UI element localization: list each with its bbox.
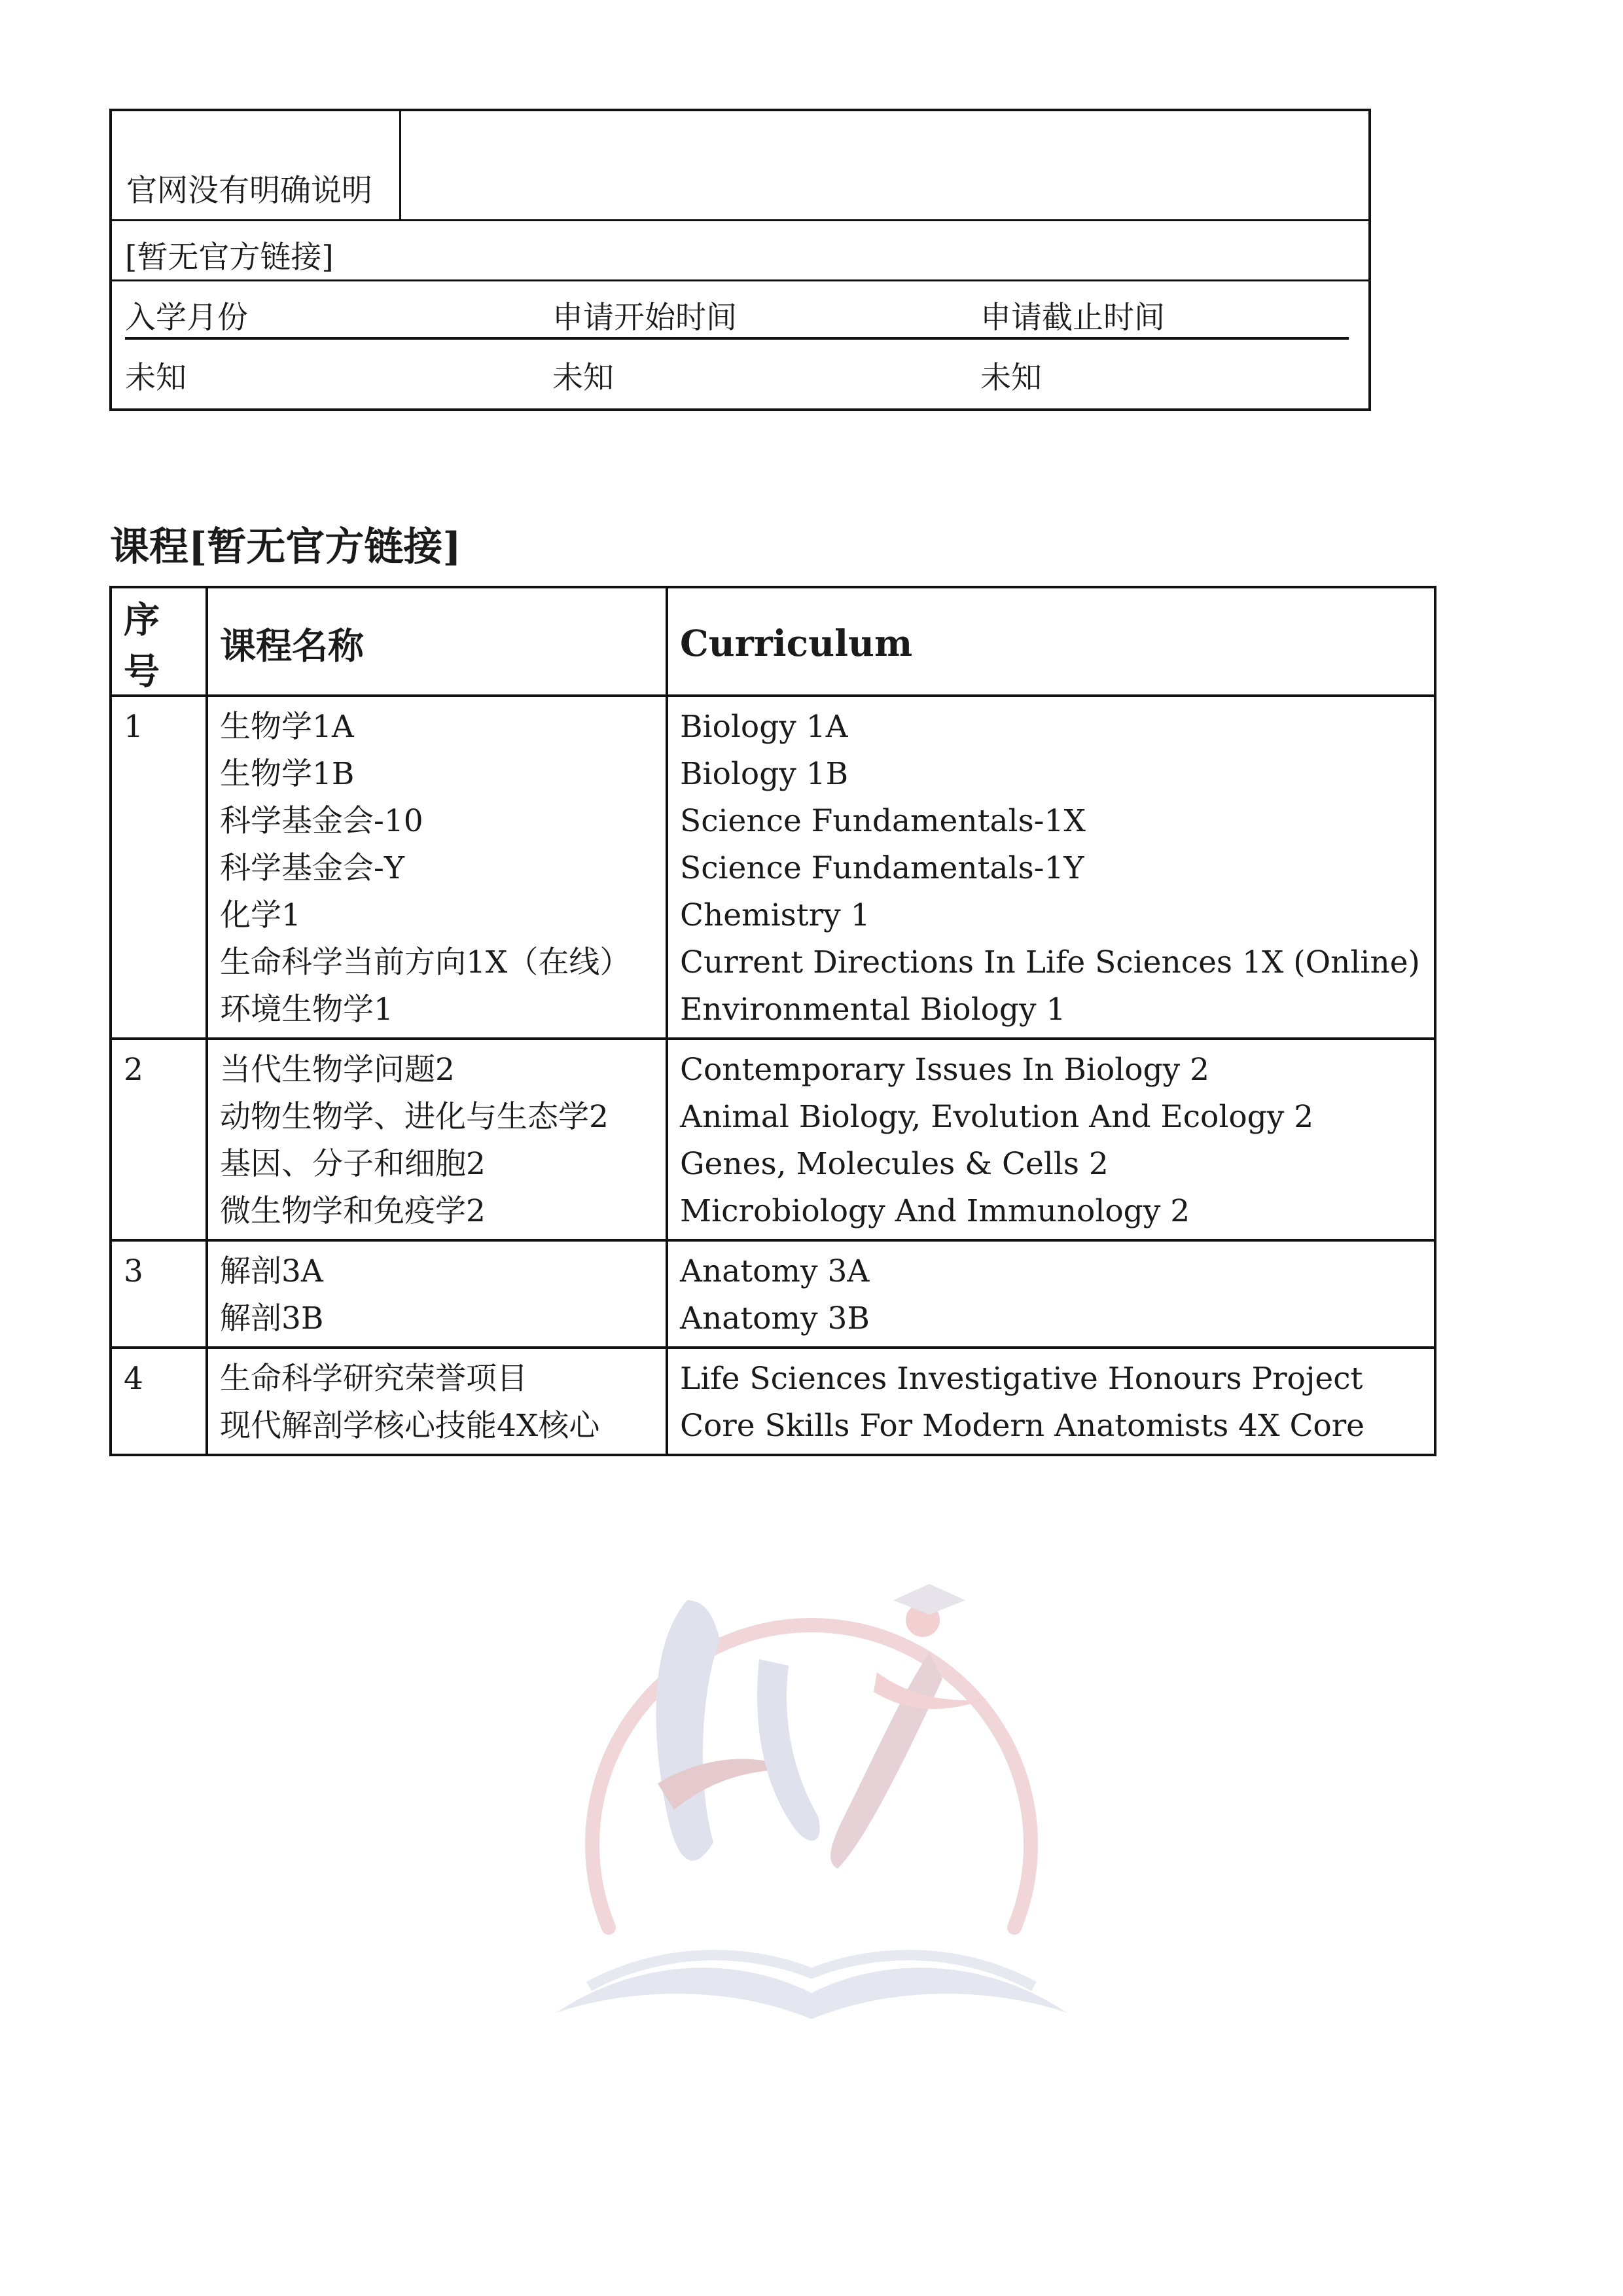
course-en: Chemistry 1	[680, 897, 870, 933]
course-cn-cell	[207, 1039, 667, 1240]
row-number	[111, 1039, 207, 1240]
course-en: Current Directions In Life Sciences 1X (Online)	[680, 944, 1420, 980]
course-cn: 生命科学当前方向1X（在线）	[220, 944, 631, 980]
table-row	[111, 1039, 1435, 1240]
course-en-cell	[667, 1348, 1435, 1455]
course-en-cell	[667, 1039, 1435, 1240]
info-link-text: [暂无官方链接]	[125, 240, 334, 276]
course-cn: 解剖3B	[220, 1300, 324, 1336]
course-en: Anatomy 3A	[680, 1253, 870, 1289]
row-number	[111, 1240, 207, 1348]
course-en: Core Skills For Modern Anatomists 4X Core	[680, 1408, 1364, 1444]
logo-grad-cap	[893, 1584, 965, 1615]
course-en: Environmental Biology 1	[680, 992, 1066, 1028]
info-note-cell	[112, 111, 401, 219]
course-en: Microbiology And Immunology 2	[680, 1193, 1190, 1229]
curriculum-table	[109, 586, 1436, 1456]
dates-divider	[125, 337, 1349, 340]
row-number-text: 2	[124, 1052, 143, 1088]
admission-dates	[112, 281, 1368, 411]
row-number-text: 4	[124, 1361, 143, 1397]
apply-deadline-value: 未知	[980, 360, 1042, 396]
course-en: Science Fundamentals-1Y	[680, 850, 1084, 886]
course-en: Biology 1B	[680, 756, 849, 792]
course-cn: 动物生物学、进化与生态学2	[220, 1099, 609, 1135]
col-header-no: 序号	[111, 587, 207, 696]
course-cn: 基因、分子和细胞2	[220, 1146, 486, 1182]
apply-deadline-header: 申请截止时间	[980, 300, 1165, 336]
table-row	[111, 696, 1435, 1039]
logo-letter-mid	[757, 1659, 820, 1840]
logo-letter-left	[656, 1600, 720, 1861]
row-number	[111, 1348, 207, 1455]
course-cn: 科学基金会-10	[220, 803, 423, 839]
logo-ring	[592, 1625, 1031, 1928]
col-header-cn: 课程名称	[207, 587, 667, 696]
row-number-text: 3	[124, 1253, 143, 1289]
course-en: Genes, Molecules & Cells 2	[680, 1146, 1109, 1182]
course-cn: 微生物学和免疫学2	[220, 1193, 486, 1229]
curriculum-header-row	[111, 587, 1435, 696]
info-link-row	[112, 221, 1368, 281]
course-en: Life Sciences Investigative Honours Project	[680, 1361, 1363, 1397]
school-logo-watermark-icon	[537, 1476, 1086, 2039]
table-row	[111, 1348, 1435, 1455]
course-cn-cell	[207, 1240, 667, 1348]
admission-info-box	[109, 109, 1371, 411]
course-cn-cell	[207, 696, 667, 1039]
table-row	[111, 1240, 1435, 1348]
apply-start-header: 申请开始时间	[552, 300, 737, 336]
course-cn-cell	[207, 1348, 667, 1455]
enroll-month-header: 入学月份	[125, 300, 248, 336]
info-note-row	[112, 111, 1368, 221]
course-cn: 解剖3A	[220, 1253, 323, 1289]
course-cn: 科学基金会-Y	[220, 850, 404, 886]
col-header-en: Curriculum	[667, 587, 1435, 696]
course-en: Contemporary Issues In Biology 2	[680, 1052, 1210, 1088]
enroll-month-value: 未知	[125, 360, 187, 396]
course-cn: 化学1	[220, 897, 301, 933]
course-en-cell	[667, 1240, 1435, 1348]
apply-start-value: 未知	[552, 360, 614, 396]
curriculum-heading: 课程[暂无官方链接]	[110, 524, 461, 570]
course-cn: 现代解剖学核心技能4X核心	[220, 1408, 600, 1444]
course-cn: 环境生物学1	[220, 992, 393, 1028]
curriculum-body	[111, 696, 1435, 1455]
course-cn: 生命科学研究荣誉项目	[220, 1361, 527, 1397]
course-en: Science Fundamentals-1X	[680, 803, 1086, 839]
course-en: Anatomy 3B	[680, 1300, 870, 1336]
course-en: Animal Biology, Evolution And Ecology 2	[680, 1099, 1314, 1135]
course-cn: 当代生物学问题2	[220, 1052, 455, 1088]
course-cn: 生物学1B	[220, 756, 355, 792]
course-cn: 生物学1A	[220, 709, 354, 745]
course-en: Biology 1A	[680, 709, 848, 745]
row-number	[111, 696, 207, 1039]
info-note-text: 官网没有明确说明	[126, 173, 372, 209]
row-number-text: 1	[124, 709, 143, 745]
course-en-cell	[667, 696, 1435, 1039]
